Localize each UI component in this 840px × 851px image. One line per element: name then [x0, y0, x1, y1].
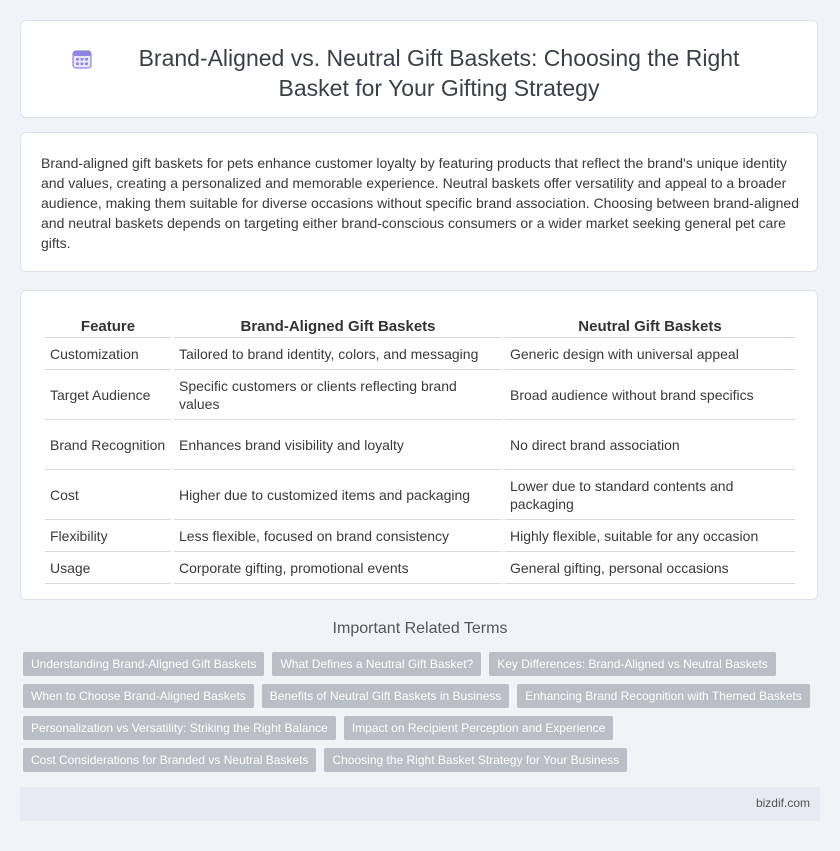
- header-feature: Feature: [45, 313, 171, 338]
- brand-aligned-cell: Higher due to customized items and packaging: [174, 470, 502, 520]
- tag-row: [23, 652, 823, 676]
- neutral-cell: General gifting, personal occasions: [505, 552, 795, 584]
- brand-aligned-cell: Less flexible, focused on brand consistency: [174, 520, 502, 552]
- related-term-tag[interactable]: When to Choose Brand-Aligned Baskets: [23, 684, 254, 708]
- header-brand-aligned: Brand-Aligned Gift Baskets: [174, 313, 502, 338]
- header-neutral: Neutral Gift Baskets: [505, 313, 795, 338]
- title-card: [20, 20, 818, 118]
- page-title: Brand-Aligned vs. Neutral Gift Baskets: Choosing the Right Basket for Your Gifting Strategy: [138, 45, 740, 101]
- related-term-tag[interactable]: Choosing the Right Basket Strategy for Your Business: [324, 748, 627, 772]
- related-terms-heading: Important Related Terms: [332, 620, 508, 637]
- brand-aligned-cell: Corporate gifting, promotional events: [174, 552, 502, 584]
- brand-aligned-cell: Tailored to brand identity, colors, and messaging: [174, 338, 502, 370]
- title-row: [41, 43, 797, 103]
- table-row: [45, 552, 795, 584]
- table-row: [45, 420, 795, 470]
- table-row: [45, 470, 795, 520]
- brand-aligned-cell: Specific customers or clients reflecting brand values: [174, 370, 502, 420]
- intro-paragraph: Brand-aligned gift baskets for pets enhance customer loyalty by featuring products that reflect the brand's unique identity and values, creating a personalized and memorable experience. Neutral baskets offer versatility and appeal to a broader audience, making them suitable for diverse occasions without specific brand association. Choosing between brand-aligned and neutral baskets depends on targeting either brand-conscious consumers or a wider market seeking general pet care gifts.: [41, 155, 799, 251]
- feature-cell: Brand Recognition: [45, 420, 171, 470]
- feature-cell: Target Audience: [45, 370, 171, 420]
- comparison-table: [42, 313, 798, 584]
- related-terms-list: [23, 652, 823, 780]
- neutral-cell: No direct brand association: [505, 420, 795, 470]
- related-term-tag[interactable]: Key Differences: Brand-Aligned vs Neutral Baskets: [489, 652, 776, 676]
- feature-cell: Usage: [45, 552, 171, 584]
- footer-site-link[interactable]: bizdif.com: [755, 796, 810, 810]
- tag-row: [23, 716, 823, 740]
- feature-cell: Flexibility: [45, 520, 171, 552]
- footer: [20, 787, 820, 821]
- neutral-cell: Highly flexible, suitable for any occasion: [505, 520, 795, 552]
- tag-row: [23, 748, 823, 772]
- intro-card: [20, 132, 818, 272]
- related-term-tag[interactable]: Cost Considerations for Branded vs Neutral Baskets: [23, 748, 316, 772]
- related-term-tag[interactable]: Understanding Brand-Aligned Gift Baskets: [23, 652, 264, 676]
- brand-aligned-cell: Enhances brand visibility and loyalty: [174, 420, 502, 470]
- neutral-cell: Lower due to standard contents and packaging: [505, 470, 795, 520]
- tag-row: [23, 684, 823, 708]
- comparison-card: [20, 290, 818, 600]
- table-row: [45, 520, 795, 552]
- table-row: [45, 370, 795, 420]
- neutral-cell: Broad audience without brand specifics: [505, 370, 795, 420]
- neutral-cell: Generic design with universal appeal: [505, 338, 795, 370]
- related-term-tag[interactable]: Enhancing Brand Recognition with Themed Baskets: [517, 684, 810, 708]
- related-term-tag[interactable]: Personalization vs Versatility: Striking the Right Balance: [23, 716, 336, 740]
- table-row: [45, 338, 795, 370]
- related-term-tag[interactable]: Benefits of Neutral Gift Baskets in Business: [262, 684, 509, 708]
- table-header-row: [45, 313, 795, 338]
- related-term-tag[interactable]: Impact on Recipient Perception and Experience: [344, 716, 613, 740]
- related-term-tag[interactable]: What Defines a Neutral Gift Basket?: [272, 652, 481, 676]
- calendar-icon: [71, 48, 93, 70]
- feature-cell: Customization: [45, 338, 171, 370]
- feature-cell: Cost: [45, 470, 171, 520]
